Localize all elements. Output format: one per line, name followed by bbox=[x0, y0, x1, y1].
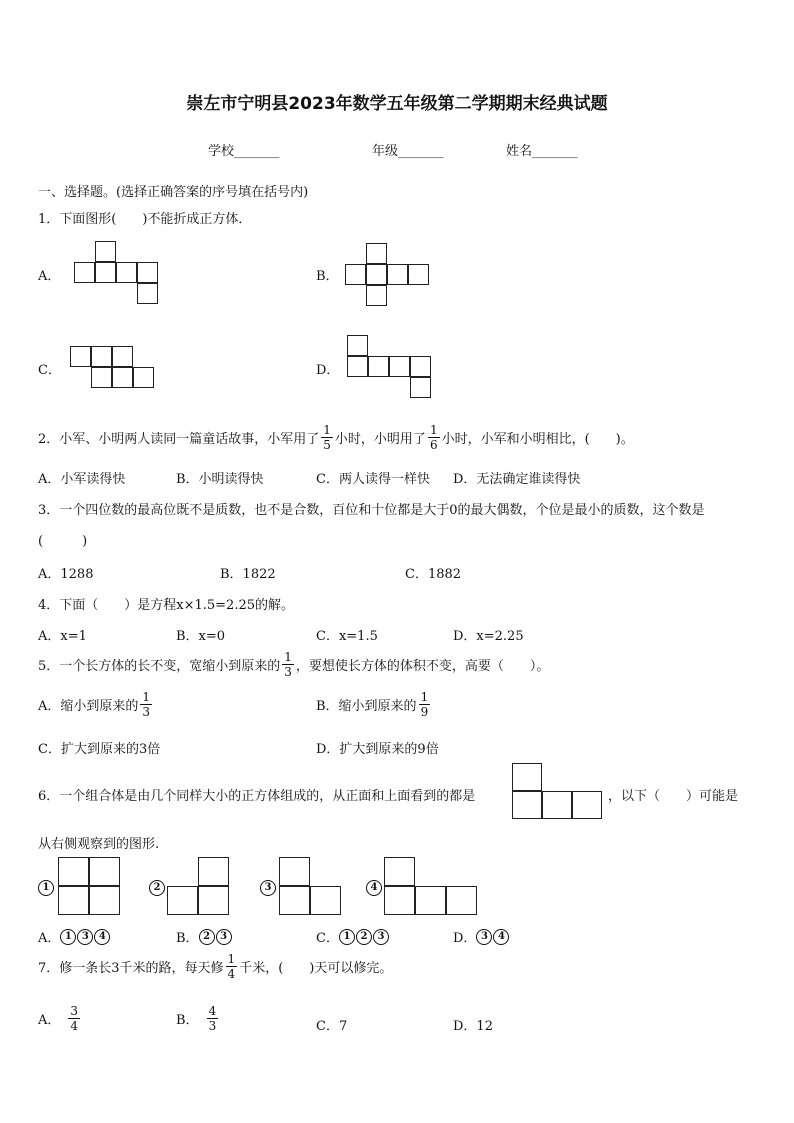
q5-option-a: A．缩小到原来的 $\frac{1}{3}$ bbox=[38, 690, 151, 719]
grade-field: 年级_______ bbox=[372, 144, 444, 159]
q4-option-c: C．x=1.5 bbox=[316, 629, 378, 644]
q6-figure-2-label: 2 bbox=[149, 879, 166, 896]
q1-net-a bbox=[74, 241, 164, 307]
q3-stem: 3．一个四位数的最高位既不是质数，也不是合数，百位和十位都是大于0的最大偶数，个位是最小的质数，这个数是 bbox=[38, 503, 705, 518]
q2-stem: 2．小军、小明两人读同一篇童话故事，小军用了 $\frac{1}{5}$ 小时，小明用了 $\frac{1}{6}$ 小时，小军和小明相比，( )。 bbox=[38, 423, 634, 452]
q2-option-b: B．小明读得快 bbox=[176, 472, 264, 487]
q4-stem: 4．下面（ ）是方程x×1.5=2.25的解。 bbox=[38, 598, 295, 613]
q6-option-b: B． 2 3 bbox=[176, 927, 233, 946]
q4-option-d: D．x=2.25 bbox=[453, 629, 524, 644]
q6-option-c: C． 1 2 3 bbox=[316, 927, 390, 946]
q6-stem-part2: ，以下（ ）可能是 bbox=[608, 789, 739, 804]
page-title: 崇左市宁明县2023年数学五年级第二学期期末经典试题 bbox=[186, 94, 608, 114]
q7-option-a: A． $\frac{3}{4}$ bbox=[38, 1004, 79, 1033]
q6-stem-part3: 从右侧观察到的图形. bbox=[38, 837, 160, 852]
q6-option-d: D． 3 4 bbox=[453, 927, 510, 946]
q5-option-b: B．缩小到原来的 $\frac{1}{9}$ bbox=[316, 690, 429, 719]
q7-option-c: C．7 bbox=[316, 1019, 348, 1034]
q1-option-c-label: C． bbox=[38, 363, 61, 378]
q6-figure-3 bbox=[279, 857, 343, 917]
q6-option-a: A． 1 3 4 bbox=[38, 927, 111, 946]
name-field: 姓名_______ bbox=[506, 144, 578, 159]
school-field: 学校_______ bbox=[208, 144, 280, 159]
q6-figure-4 bbox=[384, 857, 479, 917]
q2-option-c: C．两人读得一样快 bbox=[316, 472, 430, 487]
q1-stem: 1．下面图形( )不能折成正方体． bbox=[38, 212, 252, 227]
q3-option-b: B．1822 bbox=[220, 567, 276, 582]
q6-figure-1 bbox=[58, 857, 122, 917]
q7-stem: 7．修一条长3千米的路，每天修 $\frac{1}{4}$ 千米，( )天可以修完。 bbox=[38, 952, 393, 981]
q1-net-c bbox=[70, 346, 160, 392]
q4-option-a: A．x=1 bbox=[38, 629, 87, 644]
q3-option-a: A．1288 bbox=[38, 567, 94, 582]
q2-fraction-2: $\frac{1}{6}$ bbox=[429, 423, 438, 452]
q3-blank: ( ) bbox=[38, 534, 88, 549]
q6-figure-1-label: 1 bbox=[38, 879, 55, 896]
q1-option-d-label: D． bbox=[316, 363, 340, 378]
q1-option-b-label: B． bbox=[316, 269, 339, 284]
q1-net-d bbox=[347, 335, 437, 403]
q1-option-a-label: A． bbox=[38, 269, 61, 284]
q1-net-b bbox=[345, 243, 435, 309]
q6-front-top-view bbox=[512, 763, 604, 821]
q5-stem: 5．一个长方体的长不变，宽缩小到原来的 $\frac{1}{3}$ ，要想使长方体的体积不变，高要（ ）。 bbox=[38, 650, 550, 679]
q7-option-b: B． $\frac{4}{3}$ bbox=[176, 1004, 217, 1033]
q7-fraction: $\frac{1}{4}$ bbox=[227, 952, 236, 981]
q6-figure-3-label: 3 bbox=[260, 879, 277, 896]
q2-option-a: A．小军读得快 bbox=[38, 472, 126, 487]
section-heading: 一、选择题。(选择正确答案的序号填在括号内) bbox=[38, 185, 309, 200]
q5-fraction: $\frac{1}{3}$ bbox=[284, 650, 292, 679]
q7-option-d: D．12 bbox=[453, 1019, 493, 1034]
q4-option-b: B．x=0 bbox=[176, 629, 226, 644]
q2-fraction-1: $\frac{1}{5}$ bbox=[323, 423, 331, 452]
q2-option-d: D．无法确定谁读得快 bbox=[453, 472, 581, 487]
q5-option-c: C．扩大到原来的3倍 bbox=[38, 742, 161, 757]
q6-stem-part1: 6．一个组合体是由几个同样大小的正方体组成的，从正面和上面看到的都是 bbox=[38, 789, 476, 804]
q3-option-c: C．1882 bbox=[405, 567, 462, 582]
q5-option-d: D．扩大到原来的9倍 bbox=[316, 742, 439, 757]
q6-figure-4-label: 4 bbox=[366, 879, 383, 896]
q6-figure-2 bbox=[167, 857, 231, 917]
